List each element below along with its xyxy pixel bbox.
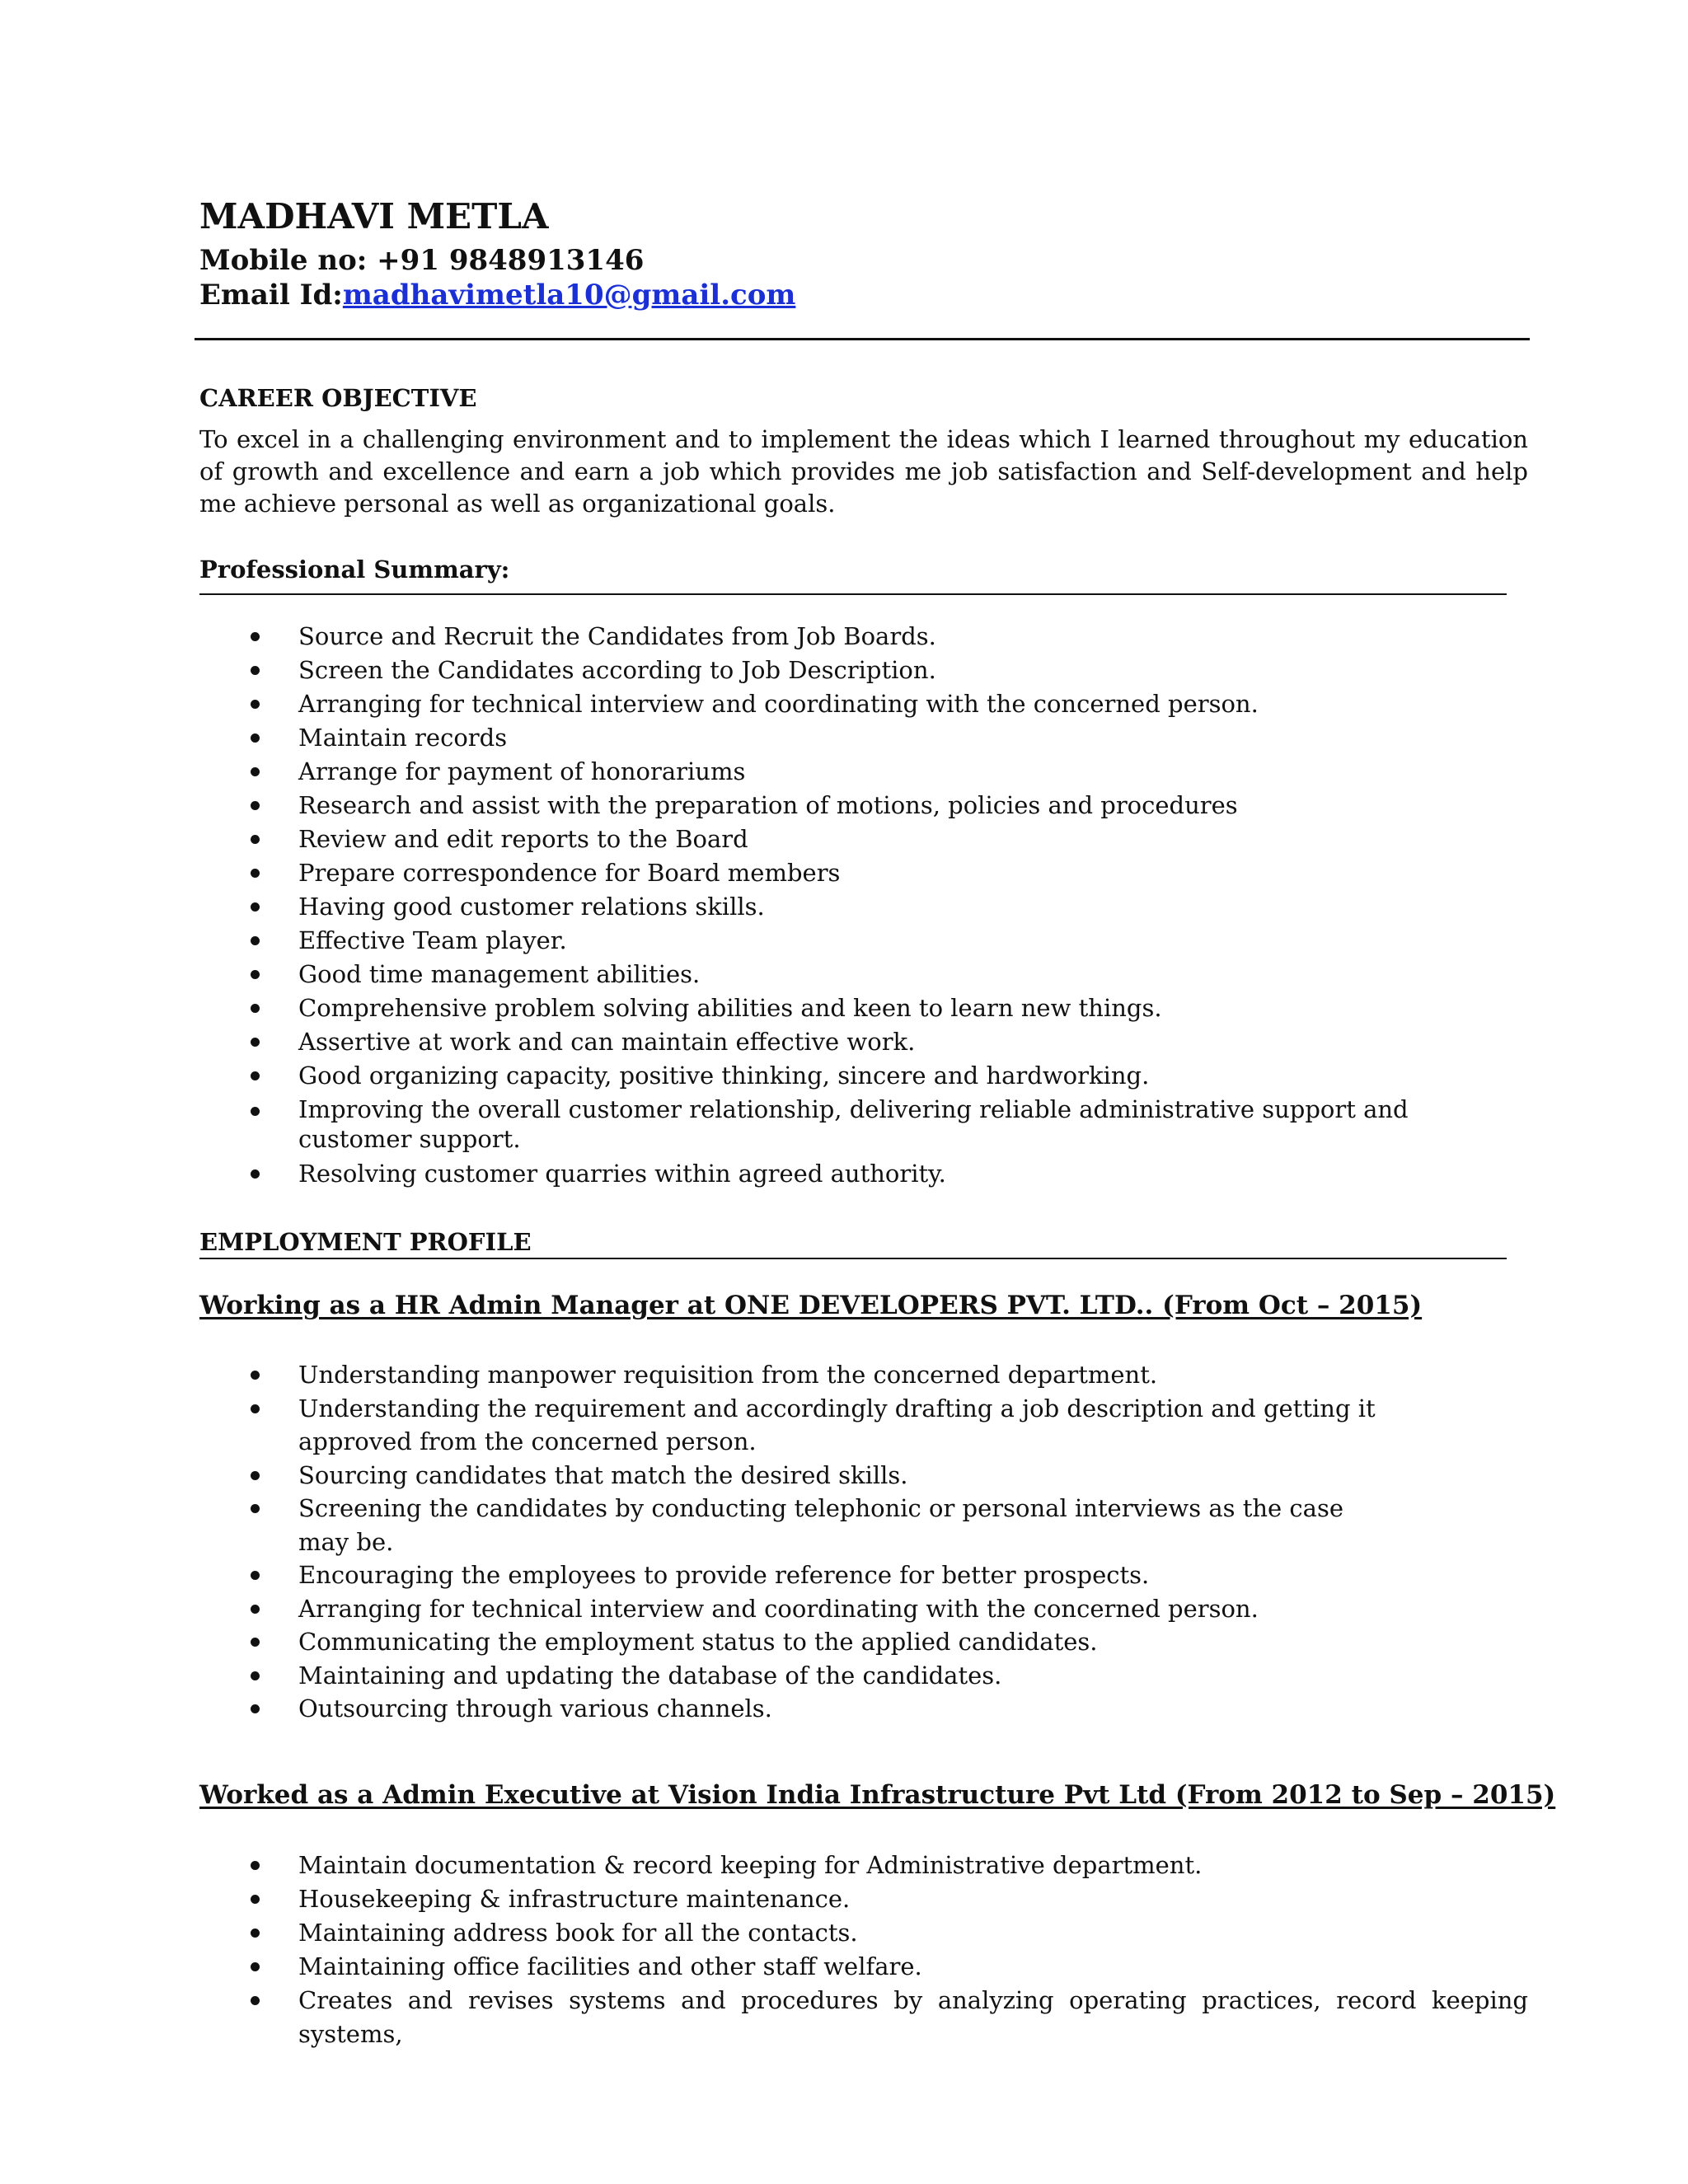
list-item: Having good customer relations skills. [199, 890, 1528, 924]
list-item: Maintaining address book for all the contacts. [199, 1916, 1528, 1950]
list-item: Improving the overall customer relationship, delivering reliable administrative support and customer support. [199, 1094, 1528, 1154]
list-item: Research and assist with the preparation of motions, policies and procedures [199, 789, 1528, 823]
email-label: Email Id: [199, 279, 343, 312]
summary-divider [199, 593, 1507, 595]
list-item: Communicating the employment status to the applied candidates. [199, 1625, 1378, 1659]
header-divider [195, 338, 1530, 340]
job-title-2: Worked as a Admin Executive at Vision India Infrastructure Pvt Ltd (From 2012 to Sep – 2015) [199, 1780, 1556, 1810]
professional-summary-heading: Professional Summary: [199, 555, 510, 583]
career-objective-heading: CAREER OBJECTIVE [199, 384, 477, 412]
list-item: Maintaining office facilities and other staff welfare. [199, 1950, 1528, 1984]
list-item: Creates and revises systems and procedures by analyzing operating practices, record keeping systems, [199, 1984, 1528, 2051]
list-item: Review and edit reports to the Board [199, 823, 1528, 856]
list-item: Maintain records [199, 721, 1528, 755]
job-2-duties-list [199, 1849, 1528, 2051]
list-item: Housekeeping & infrastructure maintenance. [199, 1882, 1528, 1916]
list-item: Good organizing capacity, positive thinking, sincere and hardworking. [199, 1059, 1528, 1093]
list-item: Outsourcing through various channels. [199, 1692, 1378, 1726]
professional-summary-list [199, 620, 1528, 1191]
list-item: Effective Team player. [199, 924, 1528, 958]
list-item: Screening the candidates by conducting telephonic or personal interviews as the case may be. [199, 1492, 1378, 1558]
list-item: Understanding manpower requisition from the concerned department. [199, 1358, 1378, 1392]
list-item: Maintain documentation & record keeping for Administrative department. [199, 1849, 1528, 1882]
list-item: Sourcing candidates that match the desired skills. [199, 1459, 1378, 1493]
candidate-name: MADHAVI METLA [199, 196, 549, 237]
list-item: Arranging for technical interview and coordinating with the concerned person. [199, 1592, 1378, 1626]
list-item: Comprehensive problem solving abilities and keen to learn new things. [199, 991, 1528, 1025]
list-item: Source and Recruit the Candidates from Job Boards. [199, 620, 1528, 654]
list-item: Screen the Candidates according to Job Description. [199, 654, 1528, 687]
list-item: Arrange for payment of honorariums [199, 755, 1528, 789]
list-item: Good time management abilities. [199, 958, 1528, 991]
job-1-duties-list [199, 1358, 1378, 1726]
employment-divider [199, 1258, 1507, 1259]
email-line [199, 279, 795, 312]
list-item: Understanding the requirement and accordingly drafting a job description and getting it approved from the concerned person. [199, 1392, 1378, 1459]
list-item: Encouraging the employees to provide reference for better prospects. [199, 1558, 1378, 1592]
email-link[interactable]: madhavimetla10@gmail.com [342, 279, 796, 312]
job-title-1: Working as a HR Admin Manager at ONE DEVELOPERS PVT. LTD.. (From Oct – 2015) [199, 1291, 1423, 1320]
list-item: Arranging for technical interview and coordinating with the concerned person. [199, 687, 1528, 721]
list-item: Assertive at work and can maintain effective work. [199, 1025, 1528, 1059]
employment-profile-heading: EMPLOYMENT PROFILE [199, 1228, 532, 1256]
list-item: Maintaining and updating the database of the candidates. [199, 1659, 1378, 1693]
mobile-number: Mobile no: +91 9848913146 [199, 244, 645, 277]
list-item: Prepare correspondence for Board members [199, 856, 1528, 890]
career-objective-text: To excel in a challenging environment and to implement the ideas which I learned throughout my education of growth and excellence and earn a job which provides me job satisfaction and Self-development and help me achieve personal as well as organizational goals. [199, 425, 1528, 518]
list-item: Resolving customer quarries within agreed authority. [199, 1157, 1528, 1191]
